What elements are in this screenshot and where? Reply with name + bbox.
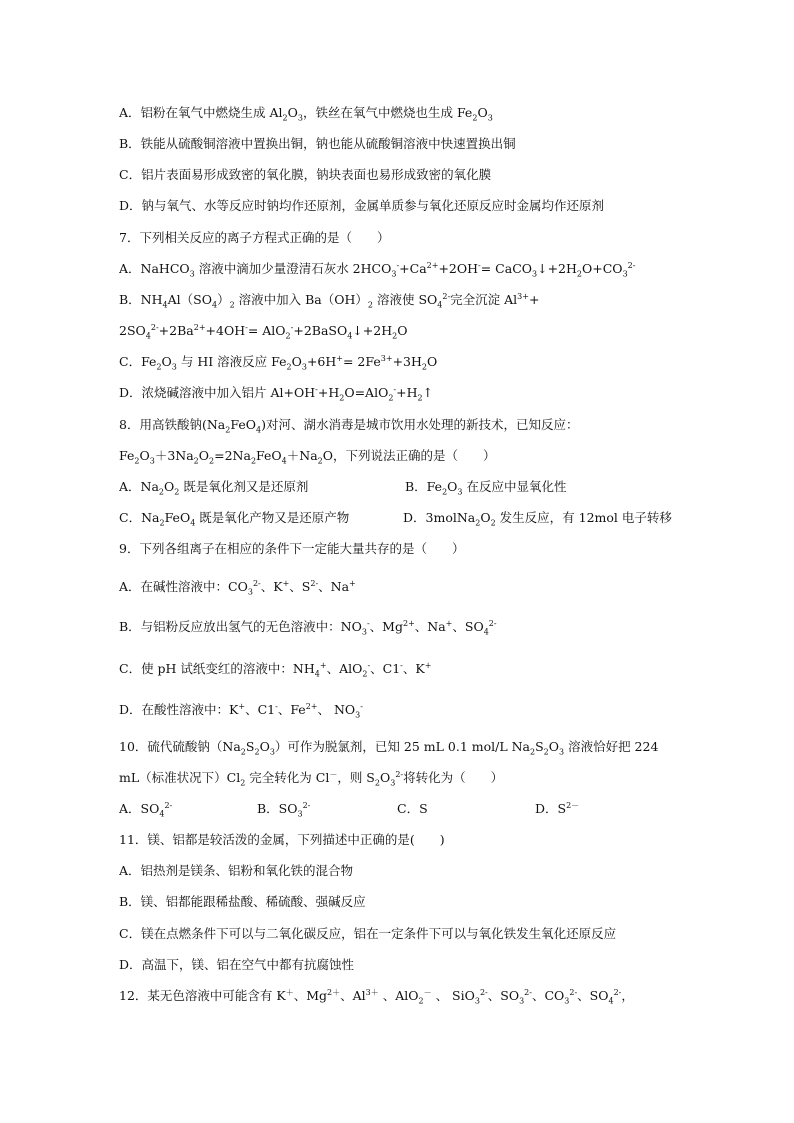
text-line-l16: C．使 pH 试纸变红的溶液中：$NH_4^+$、AlO$_2$-、C1-、K+ [119, 660, 432, 679]
text-line-l10: D．浓烧碱溶液中加入铝片 $Al+OH^-+H_2O=AlO_2^-+H_2↑$ [119, 384, 434, 403]
option-c3: C．S [397, 801, 428, 816]
text-line-l23: C．镁在点燃条件下可以与二氧化碳反应，铝在一定条件下可以与氧化铁发生氧化还原反应 [119, 926, 617, 941]
text-line-l17: D．在酸性溶液中：K+、C1-、$Fe^{2+}$、 $NO_3^-$ [119, 701, 363, 720]
option-right: D．$3molNa_2O_2$ 发生反应，有 12mol 电子转移 [403, 510, 672, 528]
option-c2: B．$SO_3^{2-}$ [257, 800, 311, 819]
option-right: B．$Fe_2O_3$ 在反应中显氧化性 [405, 479, 567, 497]
option-c4: D．$S^{2-}$ [535, 800, 580, 816]
text-line-l6: A．NaHCO$_3$ 溶液中滴加少量澄清石灰水 $2HCO_3^-+Ca^{2+}+2OH^-=$ $CaCO_3↓+2H_2O+CO_3^{2-}$ [119, 260, 636, 279]
option-row-r1 [119, 477, 684, 497]
text-line-l4: D．钠与氧气、水等反应时钠均作还原剂，金属单质参与氧化还原反应时金属均作还原剂 [119, 198, 605, 213]
text-line-l13: 9．下列各组离子在相应的条件下一定能大量共存的是（ ） [119, 541, 465, 556]
text-line-l9: C．$Fe_2O_3$ 与 HI 溶液反应 $Fe_2O_3+6H^+= 2Fe^{3+}+3H_2O$ [119, 353, 438, 372]
text-line-l14: A．在碱性溶液中：$CO_3^{2-}$、K+、$S^{2-}$、Na+ [119, 578, 356, 597]
text-line-l7: B．$NH_4Al(SO_4)_2$ 溶液中加入 $Ba(OH)_2$ 溶液使 $SO_4^{2-}$完全沉淀 $Al^{3+}+$ [119, 291, 540, 310]
text-line-l3: C．铝片表面易形成致密的氧化膜，钠块表面也易形成致密的氧化膜 [119, 167, 492, 182]
text-line-l20: 11．镁、铝都是较活泼的金属，下列描述中正确的是( ) [119, 832, 445, 847]
option-row-r3 [119, 799, 684, 819]
text-line-l12: $Fe_2O_3+3Na_2O_2=2Na_2FeO_4+Na_2O$，下列说法正确的是（ ） [119, 448, 496, 466]
text-line-l25: 12．某无色溶液中可能含有 K＋、$Mg^{2+}$、$Al^{3+}$ 、AlO$_2$－ 、 SiO$_3^{2-}$、$SO_3^{2-}$、$CO_3^{2-}$、$SO_4^{2-}$， [119, 987, 634, 1006]
text-line-l21: A．铝热剂是镁条、铝粉和氧化铁的混合物 [119, 863, 354, 878]
text-line-l24: D．高温下，镁、铝在空气中都有抗腐蚀性 [119, 957, 355, 972]
text-line-l19: mL（标准状况下）$Cl_2$ 完全转化为 Cl－，则 $S_2O_3^{2-}$将转化为（ ） [119, 769, 504, 788]
text-line-l1: A．铝粉在氧气中燃烧生成 $Al_2O_3$，铁丝在氧气中燃烧也生成 $Fe_2O_3$ [119, 105, 493, 123]
text-line-l8: $2SO_4^{2-}+2Ba^{2+}+4OH^-=$ $AlO_2^-+2BaSO_4↓+2H_2O$ [119, 322, 408, 341]
text-line-l5: 7．下列相关反应的离子方程式正确的是（ ） [119, 230, 390, 245]
option-c1: A．$SO_4^{2-}$ [119, 800, 173, 819]
text-line-l22: B．镁、铝都能跟稀盐酸、稀硫酸、强碱反应 [119, 894, 366, 909]
option-row-r2 [119, 508, 684, 528]
text-line-l11: 8．用高铁酸钠$(Na_2FeO_4)$对河、湖水消毒是城市饮用水处理的新技术，已知反应： [119, 417, 579, 435]
text-line-l15: B．与铝粉反应放出氢气的无色溶液中：$NO_3^-$、$Mg^{2+}$、Na+、$SO_4^{2-}$ [119, 618, 497, 637]
text-line-l18: 10．硫代硫酸钠$(Na_2S_2O_3)$可作为脱氯剂，已知 25 mL 0.1 mol/L $Na_2S_2O_3$ 溶液恰好把 224 [119, 739, 659, 757]
option-left: C．$Na_2FeO_4$ 既是氧化产物又是还原产物 [119, 510, 350, 528]
option-left: A．$Na_2O_2$ 既是氧化剂又是还原剂 [119, 479, 309, 497]
text-line-l2: B．铁能从硫酸铜溶液中置换出铜，钠也能从硫酸铜溶液中快速置换出铜 [119, 136, 516, 151]
